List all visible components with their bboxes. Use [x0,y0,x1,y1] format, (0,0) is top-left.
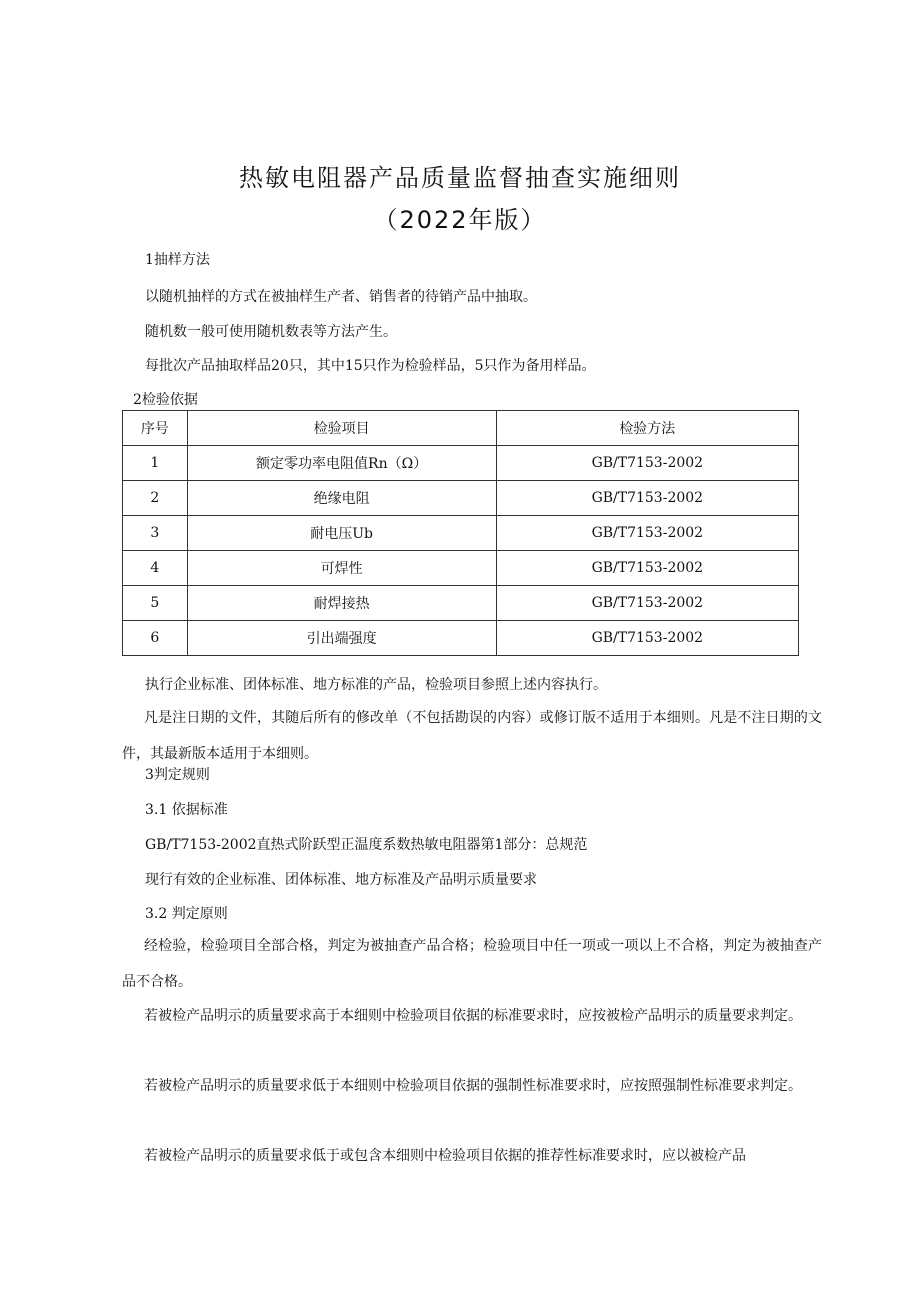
table-cell-item: 绝缘电阻 [187,481,496,516]
table-cell-method: GB/T7153-2002 [496,621,798,656]
table-cell-item: 引出端强度 [187,621,496,656]
document-title: 热敏电阻器产品质量监督抽查实施细则 [239,164,681,192]
table-cell-item: 额定零功率电阻值Rn（Ω） [187,446,496,481]
table-row [123,516,799,551]
table-cell-item: 耐电压Ub [187,516,496,551]
sampling-line-1: 以随机抽样的方式在被抽样生产者、销售者的待销产品中抽取。 [145,289,537,305]
table-cell-no: 5 [123,586,188,621]
table-header-method: 检验方法 [496,411,798,446]
table-cell-method: GB/T7153-2002 [496,481,798,516]
section-2-heading: 2检验依据 [133,392,198,408]
sampling-line-3: 每批次产品抽取样品20只，其中15只作为检验样品，5只作为备用样品。 [145,358,596,374]
table-row [123,481,799,516]
judgement-principle-3: 若被检产品明示的质量要求低于本细则中检验项目依据的强制性标准要求时，应按照强制性标准要求判定。 [144,1078,802,1094]
table-cell-no: 2 [123,481,188,516]
table-header-row [123,411,799,446]
inspection-table [122,410,799,656]
table-cell-method: GB/T7153-2002 [496,551,798,586]
section-3-heading: 3判定规则 [145,767,210,783]
basis-standard-line-1: GB/T7153-2002直热式阶跃型正温度系数热敏电阻器第1部分：总规范 [145,837,588,853]
table-cell-no: 4 [123,551,188,586]
table-cell-no: 6 [123,621,188,656]
table-row [123,551,799,586]
sampling-line-2: 随机数一般可使用随机数表等方法产生。 [145,324,397,340]
table-row [123,621,799,656]
table-cell-method: GB/T7153-2002 [496,586,798,621]
judgement-principle-1: 经检验，检验项目全部合格，判定为被抽查产品合格；检验项目中任一项或一项以上不合格，判定为被抽查产品不合格。 [122,938,822,990]
section-1-heading: 1抽样方法 [145,252,210,268]
table-row [123,446,799,481]
table-cell-method: GB/T7153-2002 [496,446,798,481]
table-cell-item: 可焊性 [187,551,496,586]
judgement-principle-4: 若被检产品明示的质量要求低于或包含本细则中检验项目依据的推荐性标准要求时，应以被检产品 [144,1148,746,1164]
table-cell-item: 耐焊接热 [187,586,496,621]
document-subtitle: （2022年版） [373,206,547,234]
judgement-principle-2: 若被检产品明示的质量要求高于本细则中检验项目依据的标准要求时，应按被检产品明示的质量要求判定。 [144,1008,802,1024]
table-cell-method: GB/T7153-2002 [496,516,798,551]
table-header-no: 序号 [123,411,188,446]
table-cell-no: 3 [123,516,188,551]
basis-standard-line-2: 现行有效的企业标准、团体标准、地方标准及产品明示质量要求 [145,872,537,888]
table-header-item: 检验项目 [187,411,496,446]
dated-document-note: 凡是注日期的文件，其随后所有的修改单（不包括勘误的内容）或修订版不适用于本细则。凡是不注日期的文件，其最新版本适用于本细则。 [122,710,822,762]
section-3-1-heading: 3.1 依据标准 [145,802,228,818]
table-cell-no: 1 [123,446,188,481]
table-row [123,586,799,621]
standard-note: 执行企业标准、团体标准、地方标准的产品，检验项目参照上述内容执行。 [145,677,607,693]
section-3-2-heading: 3.2 判定原则 [145,906,228,922]
